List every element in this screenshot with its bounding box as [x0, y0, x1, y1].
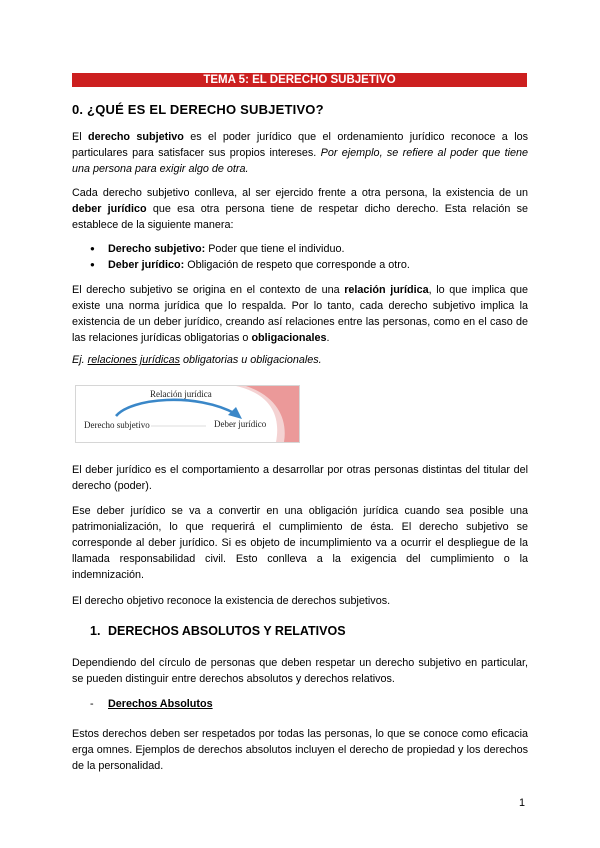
relation-diagram — [75, 385, 300, 443]
paragraph-derecho-objetivo: El derecho objetivo reconoce la existencia de derechos subjetivos. — [72, 595, 391, 607]
subheading-absolutos: - Derechos Absolutos — [90, 698, 213, 710]
section-0-heading: 0. ¿QUÉ ES EL DERECHO SUBJETIVO? — [72, 102, 324, 117]
definition-list — [90, 241, 520, 273]
diagram-top-label: Relación jurídica — [150, 389, 212, 399]
list-item: ● Derecho subjetivo: Poder que tiene el individuo. — [90, 241, 520, 257]
paragraph-definition: El derecho subjetivo es el poder jurídico que el ordenamiento jurídico reconoce a los particulares para satisfacer sus propios intereses. Por ejemplo, se refiere al poder que tiene una persona para exigir algo de otra. — [72, 131, 528, 175]
example-caption: Ej. relaciones jurídicas obligatorias u obligacionales. — [72, 354, 322, 366]
term-relacion-juridica: relación jurídica — [344, 284, 429, 296]
paragraph-circulo: Dependiendo del círculo de personas que deben respetar un derecho subjetivo en particular, se pueden distinguir entre derechos absolutos y derechos relativos. — [72, 657, 528, 685]
section-1-heading: 1. DERECHOS ABSOLUTOS Y RELATIVOS — [90, 624, 346, 638]
paragraph-absolutos: Estos derechos deben ser respetados por todas las personas, lo que se conoce como eficacia erga omnes. Ejemplos de derechos absolutos incluyen el derecho de propiedad y los derechos de la personalidad. — [72, 728, 528, 772]
term-obligacionales: obligacionales — [251, 332, 327, 344]
relation-arrow-icon — [116, 400, 236, 416]
diagram-accent-shape-dark — [246, 386, 299, 442]
diagram-left-label: Derecho subjetivo — [84, 420, 150, 430]
list-item: ● Deber jurídico: Obligación de respeto que corresponde a otro. — [90, 257, 520, 273]
term-deber-juridico: deber jurídico — [72, 203, 147, 215]
paragraph-obligacion: Ese deber jurídico se va a convertir en una obligación jurídica cuando sea posible una patrimonialización, lo que requerirá el cumplimiento de ésta. El derecho subjetivo se corresponde al deber jurídico. Si es objeto de incumplimiento va a ocurrir el despliegue de la llamada responsabilidad civil. Esto conlleva a la exigencia del cumplimiento o la indemnización. — [72, 505, 528, 581]
arrow-head-icon — [228, 407, 242, 419]
paragraph-deber-juridico: Cada derecho subjetivo conlleva, al ser ejercido frente a otra persona, la existencia de un deber jurídico que esa otra persona tiene de respetar dicho derecho. Esta relación se establece de la siguiente manera: — [72, 187, 528, 231]
title-banner: TEMA 5: EL DERECHO SUBJETIVO — [72, 73, 527, 87]
paragraph-relacion-juridica: El derecho subjetivo se origina en el contexto de una relación jurídica, lo que implica que existe una norma jurídica que lo respalda. Por lo tanto, cada derecho subjetivo implica la existencia de un deber jurídico, creando así relaciones entre las personas, como en el caso de las relaciones jurídicas obligatorias o obligacionales. — [72, 284, 529, 344]
paragraph-comportamiento: El deber jurídico es el comportamiento a desarrollar por otras personas distintas del titular del derecho (poder). — [72, 464, 528, 492]
example-italic: Por ejemplo, se refiere al poder que tiene una persona para exigir algo de otra. — [72, 147, 528, 175]
page-number: 1 — [519, 797, 526, 809]
diagram-right-label: Deber jurídico — [214, 419, 267, 429]
term-derecho-subjetivo: derecho subjetivo — [88, 131, 184, 143]
